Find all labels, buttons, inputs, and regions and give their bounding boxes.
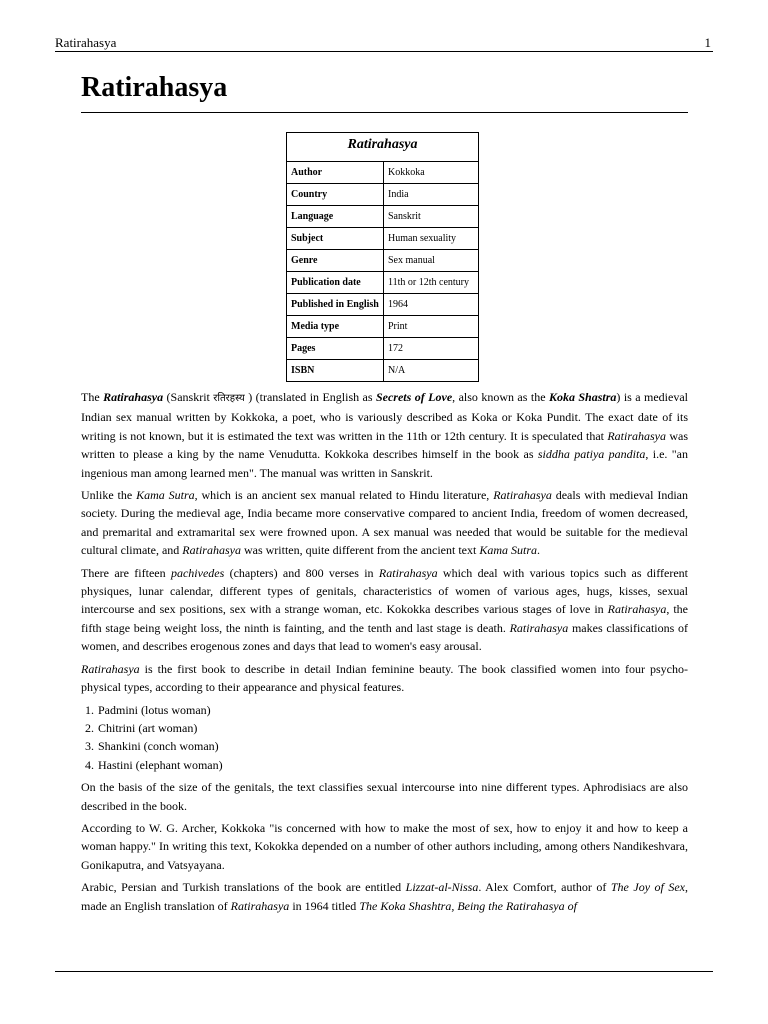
infobox-label: Subject (287, 228, 384, 250)
text-run-italic: Ratirahasya (509, 620, 569, 635)
list-item: 1. Padmini (lotus woman) (97, 701, 688, 719)
infobox-row (287, 272, 479, 294)
text-run: , i.e. "an ingenious man among learned men". The manual was written in Sanskrit. (81, 447, 689, 480)
infobox-value: N/A (384, 360, 479, 382)
text-run-italic: Lizzat-al-Nissa (405, 880, 479, 895)
infobox-row (287, 250, 479, 272)
infobox-row (287, 316, 479, 338)
running-header (55, 34, 713, 52)
text-run: Unlike the (81, 488, 137, 503)
text-run: According to W. G. Archer, Kokkoka "is concerned with how to make the most of sex, how to enjoy it and how to keep a woman happy." In writing this text, Kokokka depended on a number of other authors including, among others Nandikeshvara, Gonikaputra, and Vatsyayana. (81, 820, 688, 872)
text-run: was written, quite different from the ancient text (240, 543, 480, 558)
infobox-value: Kokkoka (384, 162, 479, 184)
text-run-italic: Ratirahasya (378, 565, 438, 580)
infobox-label: Media type (287, 316, 384, 338)
infobox-body (287, 162, 479, 382)
infobox-value: 11th or 12th century (384, 272, 479, 294)
text-run: ) is a medieval Indian sex manual written by Kokkoka, a poet, who is variously described as Koka or Koka Pundit. The exact date of its writing is not known, but it is estimated the text was written in the 11th or 12th century. It is speculated that (81, 390, 688, 443)
infobox-label: Publication date (287, 272, 384, 294)
infobox-value: Human sexuality (384, 228, 479, 250)
text-run: was written to please a king by the name Venudutta. Kokkoka describes himself in the book as (81, 428, 688, 462)
infobox-row (287, 338, 479, 360)
infobox-value: Sanskrit (384, 206, 479, 228)
text-run-italic: Kama Sutra (479, 543, 538, 558)
infobox-row (287, 206, 479, 228)
text-run: makes classifications of women, and describes erogenous zones and days that lead to women's easy arousal. (81, 620, 688, 654)
footer-rule (55, 971, 713, 972)
text-run-italic: pachivedes (170, 565, 225, 580)
list-item: 2. Chitrini (art woman) (97, 719, 688, 737)
text-run-italic: Ratirahasya (81, 661, 140, 676)
text-run-italic: Ratirahasya (607, 428, 667, 443)
text-run-italic: Ratirahasya (607, 602, 667, 617)
text-run: which deal with various topics such as different physiques, lunar calendar, different types of genitals, characteristics of women of various ages, hugs, kisses, sexual intercourse and sex positions, sex with a strange woman, etc. Kokokka describes various stages of love in (81, 565, 688, 617)
text-run: , the fifth stage being weight loss, the ninth is fainting, and the tenth and last stage is death. (81, 602, 688, 635)
infobox-caption: Ratirahasya (286, 132, 479, 161)
infobox-label: ISBN (287, 360, 384, 382)
infobox-row (287, 184, 479, 206)
page-number: 1 (704, 35, 711, 50)
text-run: Arabic, Persian and Turkish translations of the book are entitled (81, 880, 406, 895)
text-run: , also known as the (452, 390, 549, 404)
paragraph-archer (81, 819, 688, 874)
infobox-label: Published in English (287, 294, 384, 316)
text-run: deals with medieval Indian society. During the medieval age, India became more conservative compared to ancient India, freedom of women decreased, and premarital and extramarital sex were frowned upon. A sex manual was needed that would be suitable for the medieval cultural climate, and (81, 488, 688, 558)
text-run-italic: Kama Sutra (136, 488, 195, 503)
paragraph-beauty (81, 660, 688, 697)
infobox-row (287, 294, 479, 316)
text-run-bold-italic: Koka Shastra (548, 390, 617, 404)
text-run-italic: Ratirahasya (230, 898, 290, 913)
text-run: (chapters) and 800 verses in (224, 565, 379, 580)
paragraph-intercourse (81, 778, 688, 815)
infobox-value: India (384, 184, 479, 206)
text-run: . (537, 543, 541, 558)
paragraph-intro (81, 388, 688, 482)
infobox-value: 172 (384, 338, 479, 360)
infobox-value: Print (384, 316, 479, 338)
list-item: 3. Shankini (conch woman) (97, 737, 688, 755)
woman-types-list (81, 701, 688, 775)
text-run: (Sanskrit (163, 390, 214, 404)
infobox-label: Language (287, 206, 384, 228)
text-run-italic: Ratirahasya (182, 543, 241, 558)
text-run-italic: The Koka Shashtra, Being the Ratirahasya of (359, 898, 577, 913)
infobox-label: Genre (287, 250, 384, 272)
running-header-title: Ratirahasya (55, 35, 117, 50)
infobox (286, 132, 479, 382)
text-run: , which is an ancient sex manual related to Hindu literature, (194, 488, 494, 503)
paragraph-translations (81, 878, 688, 915)
infobox-row (287, 360, 479, 382)
text-run: ) (translated in English as (244, 390, 376, 404)
infobox-label: Pages (287, 338, 384, 360)
paragraph-chapters (81, 564, 688, 656)
infobox-row (287, 228, 479, 250)
infobox-value: Sex manual (384, 250, 479, 272)
list-item: 4. Hastini (elephant woman) (97, 756, 688, 774)
infobox-label: Country (287, 184, 384, 206)
text-run: . Alex Comfort, author of (478, 880, 611, 895)
infobox-label: Author (287, 162, 384, 184)
infobox-value: 1964 (384, 294, 479, 316)
text-run: in 1964 titled (289, 898, 360, 913)
article-body (81, 388, 688, 919)
text-run: , made an English translation of (81, 880, 689, 913)
page-title: Ratirahasya (81, 70, 688, 113)
text-run-italic: Ratirahasya (493, 488, 552, 503)
text-run: is the first book to describe in detail Indian feminine beauty. The book classified women into four psycho-physical types, according to their appearance and physical features. (81, 661, 688, 695)
sanskrit-text: रतिरहस्य (213, 393, 245, 404)
text-run: The (81, 390, 104, 404)
text-run-bold-italic: Ratirahasya (103, 390, 164, 404)
paragraph-kama-sutra (81, 486, 688, 560)
text-run-bold-italic: Secrets of Love (375, 390, 453, 404)
infobox-row (287, 162, 479, 184)
text-run: On the basis of the size of the genitals, the text classifies sexual intercourse into nine different types. Aphrodisiacs are also described in the book. (81, 780, 688, 813)
text-run-italic: siddha patiya pandita (537, 447, 646, 462)
text-run: There are fifteen (81, 565, 171, 580)
text-run-italic: The Joy of Sex (610, 880, 686, 895)
